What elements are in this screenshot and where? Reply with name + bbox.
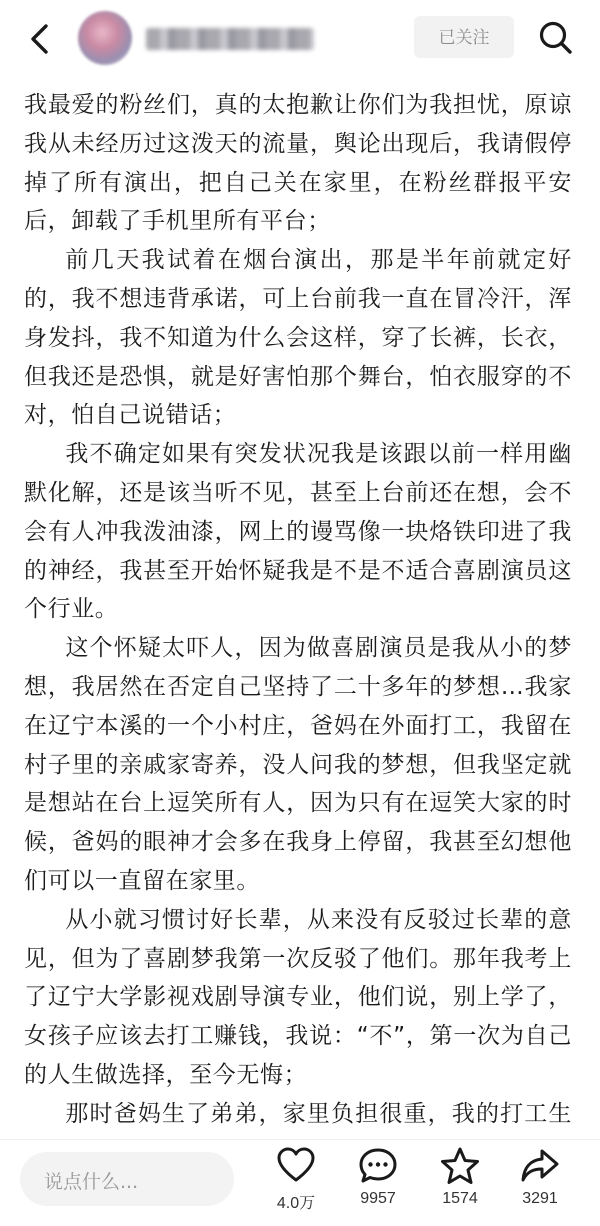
article-paragraph: 那时爸妈生了弟弟，家里负担很重，我的打工生 xyxy=(65,1100,572,1127)
search-icon xyxy=(536,18,576,58)
share-count: 3291 xyxy=(522,1190,558,1207)
top-nav-bar xyxy=(0,0,600,78)
like-count: 4.0万 xyxy=(276,1195,316,1212)
article-paragraph: 从小就习惯讨好长辈，从来没有反驳过长辈的意见，但为了喜剧梦我第一次反驳了他们。那年我考上了辽宁大学影视戏剧导演专业，他们说，别上学了，女孩子应该去打工赚钱，我说：“不”，第一次为自己的人生做选择，至今无悔； xyxy=(24,906,572,1088)
comment-button[interactable] xyxy=(340,1146,416,1222)
like-button[interactable] xyxy=(258,1146,334,1222)
follow-button[interactable]: 已关注 xyxy=(414,16,514,58)
comment-bubble-icon xyxy=(357,1146,399,1186)
author-username[interactable] xyxy=(146,28,314,50)
bottom-action-bar xyxy=(0,1140,600,1226)
favorite-count: 1574 xyxy=(442,1190,478,1207)
comment-input[interactable] xyxy=(20,1152,234,1206)
back-button[interactable] xyxy=(24,20,58,58)
article-body xyxy=(24,86,572,1140)
comment-placeholder: 说点什么... xyxy=(44,1171,139,1193)
comment-count: 9957 xyxy=(360,1190,396,1207)
share-button[interactable] xyxy=(502,1146,578,1222)
article-paragraph: 这个怀疑太吓人，因为做喜剧演员是我从小的梦想，我居然在否定自己坚持了二十多年的梦想…我家在辽宁本溪的一个小村庄，爸妈在外面打工，我留在村子里的亲戚家寄养，没人问我的梦想，但我坚定就是想站在台上逗笑所有人，因为只有在逗笑大家的时候，爸妈的眼神才会多在我身上停留，我甚至幻想他们可以一直留在家里。 xyxy=(24,635,572,894)
article-paragraph: 我最爱的粉丝们，真的太抱歉让你们为我担忧，原谅我从未经历过这泼天的流量，舆论出现后，我请假停掉了所有演出，把自己关在家里，在粉丝群报平安后，卸载了手机里所有平台； xyxy=(24,92,572,235)
article-paragraph: 前几天我试着在烟台演出，那是半年前就定好的，我不想违背承诺，可上台前我一直在冒冷汗，浑身发抖，我不知道为什么会这样，穿了长裤，长衣，但我还是恐惧，就是好害怕那个舞台，怕衣服穿的不对，怕自己说错话； xyxy=(24,247,572,429)
chevron-left-icon xyxy=(24,20,58,58)
heart-icon xyxy=(276,1146,316,1186)
author-avatar[interactable] xyxy=(78,11,132,65)
star-icon xyxy=(440,1146,480,1186)
favorite-button[interactable] xyxy=(422,1146,498,1222)
article-paragraph: 我不确定如果有突发状况我是该跟以前一样用幽默化解，还是该当听不见，甚至上台前还在想，会不会有人冲我泼油漆，网上的谩骂像一块烙铁印进了我的神经，我甚至开始怀疑我是不是不适合喜剧演员这个行业。 xyxy=(24,441,572,623)
search-button[interactable] xyxy=(536,18,576,58)
share-arrow-icon xyxy=(519,1146,561,1186)
